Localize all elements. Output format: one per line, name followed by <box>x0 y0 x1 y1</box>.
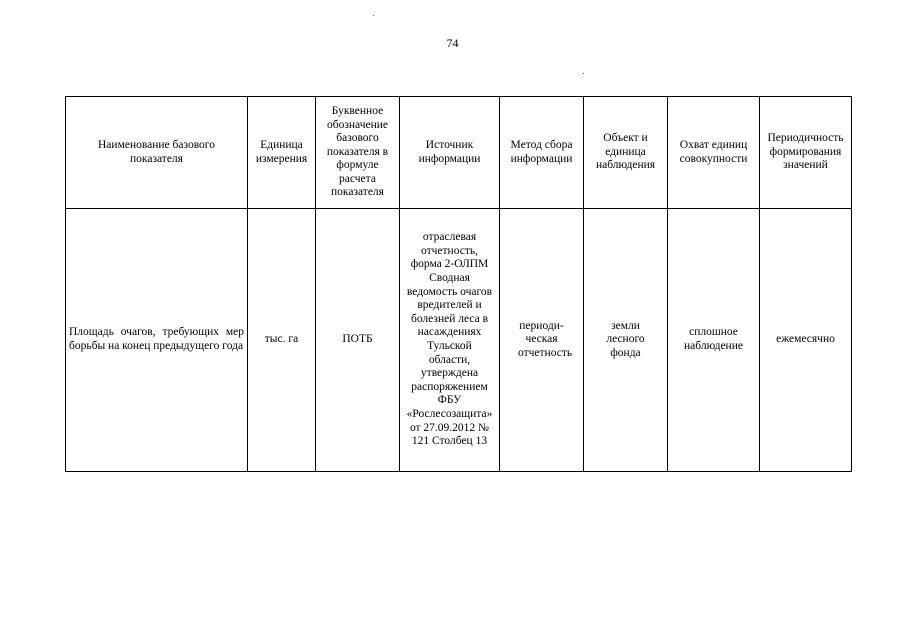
cell-unit: тыс. га <box>248 209 316 472</box>
header-unit: Единица измерения <box>248 97 316 209</box>
cell-symbol: ПОТБ <box>316 209 400 472</box>
cell-method: периоди-ческая отчетность <box>500 209 584 472</box>
table-row <box>66 209 852 472</box>
cell-source: отраслевая отчетность, форма 2-ОЛПМ Сводная ведомость очагов вредителей и болезней леса в насаждениях Тульской области, утверждена распоряжением ФБУ «Рослесозащита» от 27.09.2012 № 121 Столбец 13 <box>400 209 500 472</box>
header-coverage: Охват единиц совокупности <box>668 97 760 209</box>
indicator-table <box>65 96 852 472</box>
scan-speck <box>583 73 584 74</box>
cell-coverage: сплошное наблюдение <box>668 209 760 472</box>
page-number: 74 <box>446 36 459 50</box>
header-method: Метод сбора информации <box>500 97 584 209</box>
header-object: Объект и единица наблюдения <box>584 97 668 209</box>
cell-object: земли лесного фонда <box>584 209 668 472</box>
cell-indicator-name: Площадь очагов, требующих мер борьбы на конец предыдущего года <box>66 209 248 472</box>
table-header-row <box>66 97 852 209</box>
header-source: Источник информации <box>400 97 500 209</box>
cell-periodicity: ежемесячно <box>760 209 852 472</box>
header-periodicity: Периодичность формирования значений <box>760 97 852 209</box>
scan-speck <box>373 15 374 16</box>
header-indicator-name: Наименование базового показателя <box>66 97 248 209</box>
header-symbol: Буквенное обозначение базового показателя в формуле расчета показателя <box>316 97 400 209</box>
